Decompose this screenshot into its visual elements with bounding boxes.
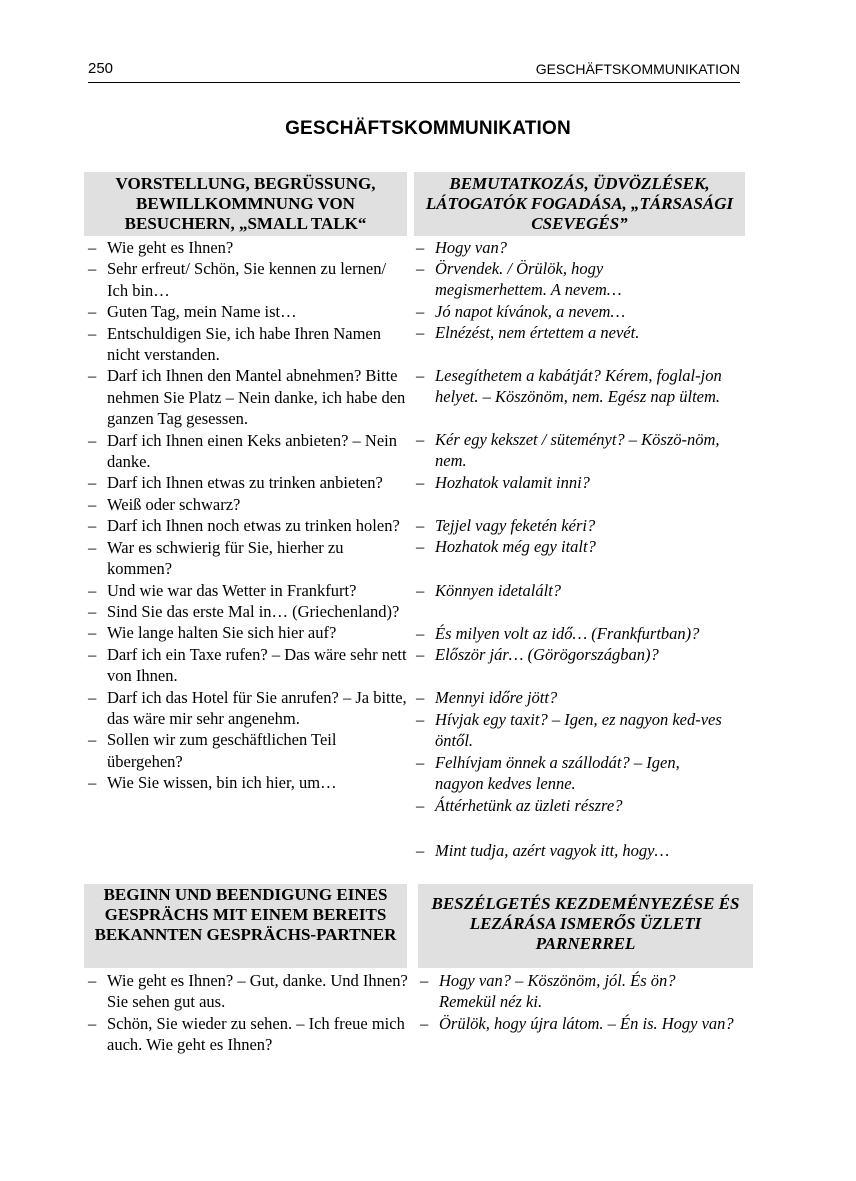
- german-phrase: Darf ich Ihnen etwas zu trinken anbieten?: [107, 473, 383, 493]
- hungarian-phrase: Örvendek. / Örülök, hogy megismerhettem. A nevem…: [435, 259, 622, 300]
- list-item: – Darf ich das Hotel für Sie anrufen? – Ja bitte, das wäre mir sehr angenehm.: [88, 687, 407, 728]
- german-phrase: Wie Sie wissen, bin ich hier, um…: [107, 773, 337, 793]
- hungarian-phrase: És milyen volt az idő… (Frankfurtban)?: [435, 624, 700, 643]
- hungarian-phrase-item: – Örvendek. / Örülök, hogy megismerhettem. A nevem…: [416, 258, 746, 301]
- list-item: – Guten Tag, mein Name ist…: [88, 301, 408, 322]
- german-phrase: Sehr erfreut/ Schön, Sie kennen zu lernen/ Ich bin…: [107, 259, 387, 300]
- hungarian-phrase-item: – Könnyen idetalált?: [416, 580, 746, 601]
- running-title: GESCHÄFTSKOMMUNIKATION: [535, 61, 740, 77]
- section-heading-hu-text: BESZÉLGETÉS KEZDEMÉNYEZÉSE ÉS LEZÁRÁSA ISMERŐS ÜZLETI PARNERREL: [431, 894, 740, 953]
- list-item: – Darf ich Ihnen etwas zu trinken anbieten?: [88, 472, 408, 493]
- hungarian-phrase-item: – Hozhatok valamit inni?: [416, 472, 746, 493]
- hungarian-phrase-item: – Felhívjam önnek a szállodát? – Igen, nagyon kedves lenne.: [416, 752, 746, 795]
- section-heading-de-text: VORSTELLUNG, BEGRÜSSUNG, BEWILLKOMMNUNG VON BESUCHERN, „SMALL TALK“: [115, 174, 376, 233]
- list-item: – Darf ich ein Taxe rufen? – Das wäre sehr nett von Ihnen.: [88, 644, 407, 686]
- german-phrase: Guten Tag, mein Name ist…: [107, 302, 297, 322]
- german-phrase: Darf ich ein Taxe rufen? – Das wäre sehr nett von Ihnen.: [107, 644, 407, 686]
- german-phrase: Wie geht es Ihnen?: [107, 238, 234, 257]
- hungarian-phrase-item: – Tejjel vagy feketén kéri?: [416, 515, 746, 536]
- german-phrase: Darf ich das Hotel für Sie anrufen? – Ja bitte, das wäre mir sehr angenehm.: [107, 687, 407, 728]
- hungarian-phrase: Jó napot kívánok, a nevem…: [435, 302, 626, 321]
- german-phrase: Darf ich Ihnen noch etwas zu trinken holen?: [107, 516, 400, 536]
- hungarian-phrase: Hívjak egy taxit? – Igen, ez nagyon ked-ves öntől.: [435, 710, 722, 751]
- section-heading-de: [84, 884, 407, 968]
- hungarian-phrase-item: – Lesegíthetem a kabátját? Kérem, foglal-jon helyet. – Köszönöm, nem. Egész nap ültem.: [416, 365, 746, 408]
- hungarian-phrase: Örülök, hogy újra látom. – Én is. Hogy van?: [439, 1014, 734, 1033]
- list-item: – War es schwierig für Sie, hierher zu kommen?: [88, 537, 408, 580]
- list-item: – Sind Sie das erste Mal in… (Griechenland)?: [88, 601, 408, 622]
- hungarian-phrase: Mint tudja, azért vagyok itt, hogy…: [435, 841, 670, 860]
- hungarian-phrase: Hozhatok még egy italt?: [435, 537, 596, 556]
- list-item: – Schön, Sie wieder zu sehen. – Ich freue mich auch. Wie geht es Ihnen?: [88, 1013, 408, 1056]
- list-item: – Und wie war das Wetter in Frankfurt?: [88, 580, 408, 601]
- german-phrase: Und wie war das Wetter in Frankfurt?: [107, 580, 357, 600]
- hungarian-phrase: Mennyi időre jött?: [435, 688, 558, 707]
- german-phrase: Sind Sie das erste Mal in… (Griechenland)?: [107, 601, 400, 621]
- hungarian-phrase: Lesegíthetem a kabátját? Kérem, foglal-jon helyet. – Köszönöm, nem. Egész nap ültem.: [435, 366, 722, 407]
- section-heading-de-text: BEGINN UND BEENDIGUNG EINES GESPRÄCHS MIT EINEM BEREITS BEKANNTEN GESPRÄCHS-PARTNER: [94, 885, 397, 944]
- hungarian-phrase: Hogy van? – Köszönöm, jól. És ön? Remekül néz ki.: [439, 971, 676, 1012]
- german-phrase: Sollen wir zum geschäftlichen Teil übergehen?: [107, 730, 337, 771]
- hungarian-phrase-item: – Kér egy kekszet / süteményt? – Köszö-nöm, nem.: [416, 429, 746, 472]
- list-item: – Sollen wir zum geschäftlichen Teil übergehen?: [88, 729, 408, 772]
- german-phrase: Darf ich Ihnen den Mantel abnehmen? Bitte nehmen Sie Platz – Nein danke, ich habe den ganzen Tag gesessen.: [107, 366, 406, 429]
- hungarian-phrase: Hozhatok valamit inni?: [435, 473, 590, 492]
- list-item: – Darf ich Ihnen den Mantel abnehmen? Bitte nehmen Sie Platz – Nein danke, ich habe den ganzen Tag gesessen.: [88, 365, 408, 429]
- hungarian-phrase: Felhívjam önnek a szállodát? – Igen, nagyon kedves lenne.: [435, 753, 680, 794]
- list-item: – Wie geht es Ihnen?: [88, 237, 408, 258]
- list-item: – Wie Sie wissen, bin ich hier, um…: [88, 772, 408, 793]
- german-phrase: Wie lange halten Sie sich hier auf?: [107, 623, 337, 643]
- list-item: – Darf ich Ihnen einen Keks anbieten? – Nein danke.: [88, 430, 408, 473]
- hungarian-phrase-item: – Mint tudja, azért vagyok itt, hogy…: [416, 840, 746, 861]
- section-heading-de: [84, 172, 407, 236]
- chapter-title: GESCHÄFTSKOMMUNIKATION: [285, 118, 571, 139]
- german-phrase: Darf ich Ihnen einen Keks anbieten? – Nein danke.: [107, 430, 398, 472]
- page-number: 250: [88, 60, 114, 77]
- german-column: [88, 970, 408, 1056]
- section-heading-hu: [414, 172, 745, 236]
- list-item: – Weiß oder schwarz?: [88, 494, 408, 515]
- list-item: – Wie geht es Ihnen? – Gut, danke. Und Ihnen? Sie sehen gut aus.: [88, 971, 408, 1012]
- hungarian-phrase-item: – Hívjak egy taxit? – Igen, ez nagyon ked-ves öntől.: [416, 709, 746, 752]
- hungarian-phrase: Könnyen idetalált?: [435, 581, 562, 600]
- german-column: [88, 237, 408, 794]
- hungarian-phrase: Hogy van?: [435, 238, 507, 257]
- german-phrase: Entschuldigen Sie, ich habe Ihren Namen nicht verstanden.: [107, 323, 381, 365]
- hungarian-phrase-item: – És milyen volt az idő… (Frankfurtban)?: [416, 623, 746, 644]
- hungarian-phrase: Tejjel vagy feketén kéri?: [435, 516, 596, 535]
- hungarian-phrase-item: – Hogy van?: [416, 237, 746, 258]
- hungarian-phrase-item: – Elnézést, nem értettem a nevét.: [416, 322, 746, 343]
- running-head: [88, 56, 740, 83]
- hungarian-phrase-item: – Hozhatok még egy italt?: [416, 536, 746, 557]
- list-item: – Sehr erfreut/ Schön, Sie kennen zu lernen/ Ich bin…: [88, 258, 408, 301]
- hungarian-phrase-item: – Először jár… (Görögországban)?: [416, 644, 746, 665]
- list-item: – Wie lange halten Sie sich hier auf?: [88, 622, 408, 643]
- hungarian-phrase: Először jár… (Görögországban)?: [435, 645, 659, 664]
- hungarian-phrase-item: – Mennyi időre jött?: [416, 687, 746, 708]
- list-item: – Darf ich Ihnen noch etwas zu trinken holen?: [88, 515, 408, 536]
- german-phrase: War es schwierig für Sie, hierher zu kommen?: [107, 537, 344, 579]
- german-phrase: Schön, Sie wieder zu sehen. – Ich freue mich auch. Wie geht es Ihnen?: [107, 1013, 405, 1055]
- section-heading-hu: [418, 884, 753, 968]
- hungarian-phrase-item: – Hogy van? – Köszönöm, jól. És ön? Remekül néz ki.: [420, 970, 746, 1013]
- hungarian-phrase-item: – Örülök, hogy újra látom. – Én is. Hogy van?: [420, 1013, 746, 1034]
- hungarian-phrase: Áttérhetünk az üzleti részre?: [435, 796, 623, 815]
- hungarian-phrase: Kér egy kekszet / süteményt? – Köszö-nöm, nem.: [435, 430, 720, 471]
- hungarian-phrase-item: – Jó napot kívánok, a nevem…: [416, 301, 746, 322]
- german-phrase: Weiß oder schwarz?: [107, 494, 241, 514]
- list-item: – Entschuldigen Sie, ich habe Ihren Namen nicht verstanden.: [88, 323, 408, 366]
- hungarian-phrase: Elnézést, nem értettem a nevét.: [435, 323, 640, 342]
- section-heading-hu-text: BEMUTATKOZÁS, ÜDVÖZLÉSEK, LÁTOGATÓK FOGADÁSA, „TÁRSASÁGI CSEVEGÉS”: [425, 174, 734, 233]
- hungarian-phrase-item: – Áttérhetünk az üzleti részre?: [416, 795, 746, 816]
- german-phrase: Wie geht es Ihnen? – Gut, danke. Und Ihnen? Sie sehen gut aus.: [107, 971, 408, 1012]
